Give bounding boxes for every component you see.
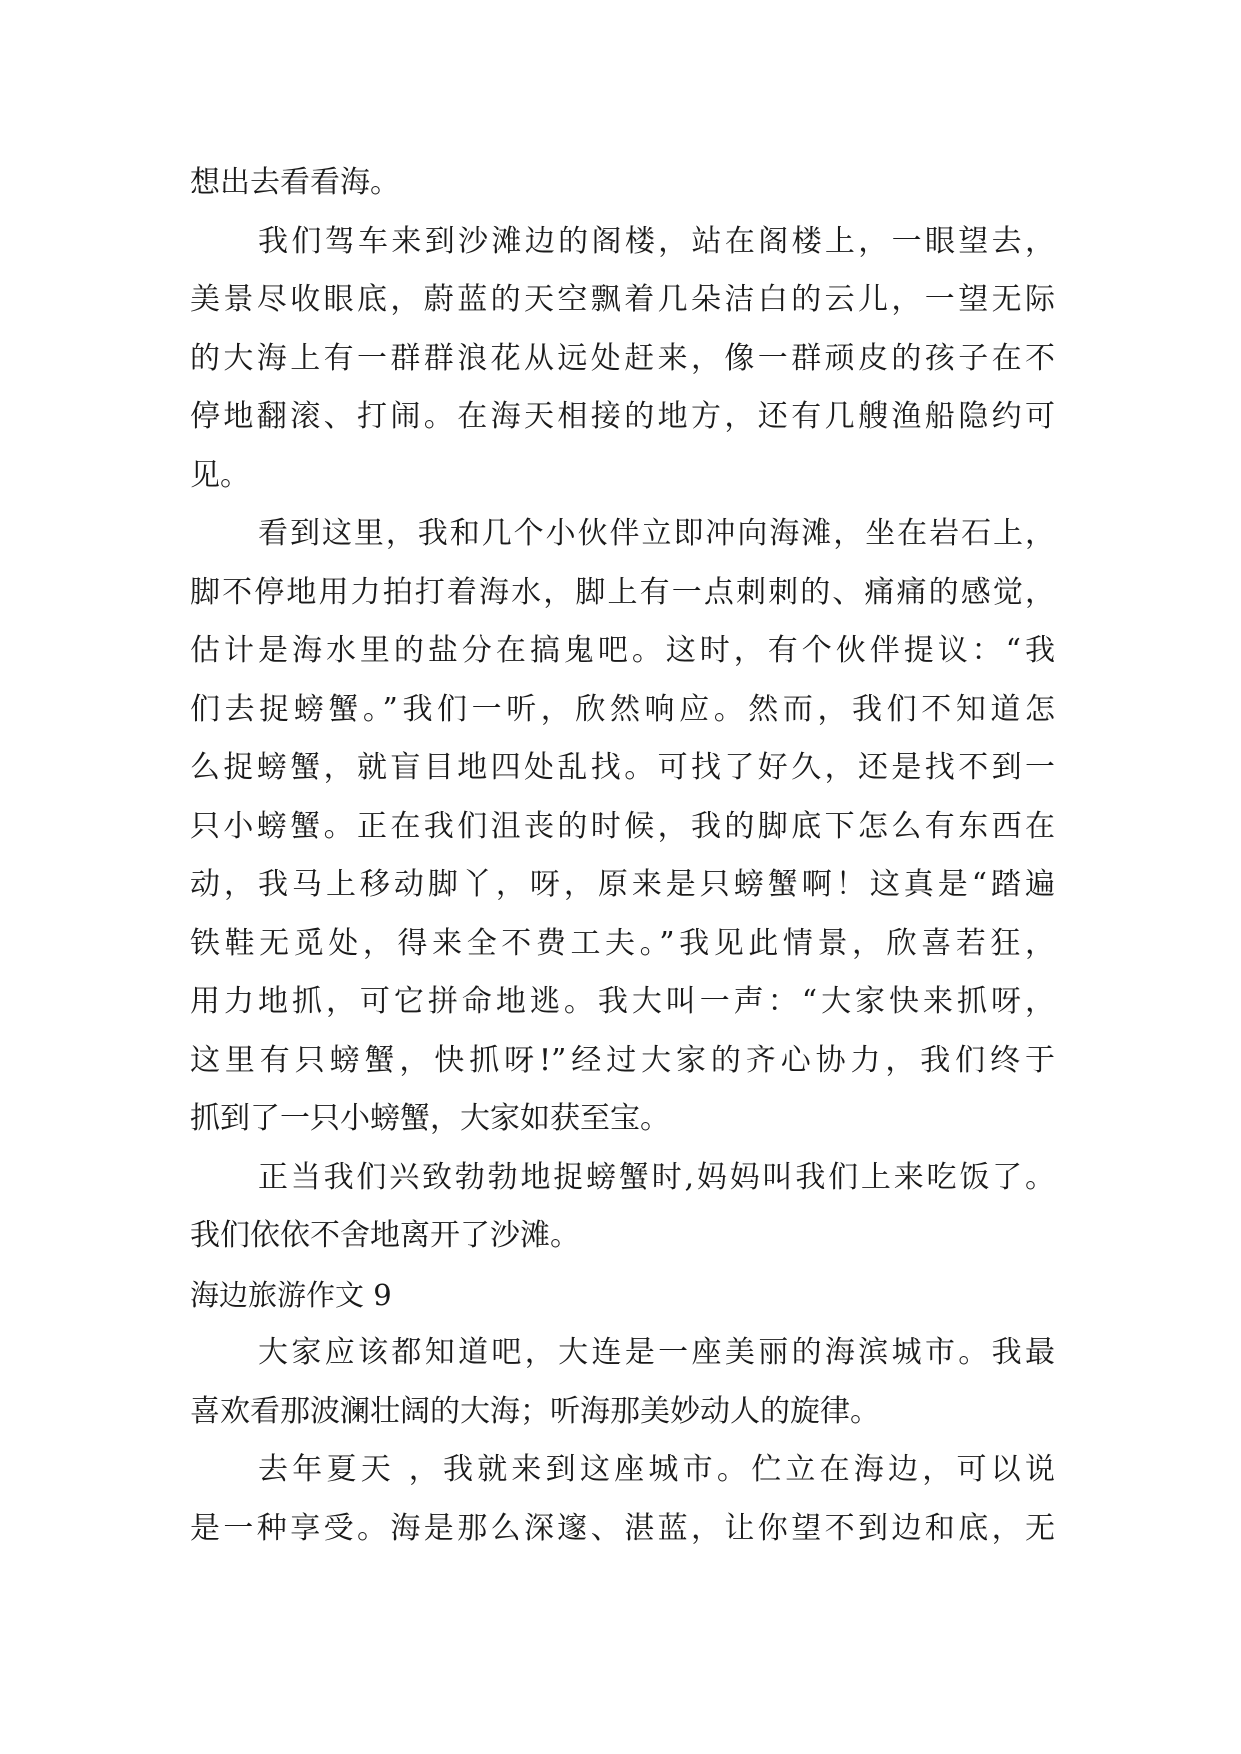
- text-line: 只小螃蟹。正在我们沮丧的时候，我的脚底下怎么有东西在: [190, 808, 1055, 844]
- text-line: 我们驾车来到沙滩边的阁楼，站在阁楼上，一眼望去，: [258, 223, 1055, 259]
- essay-heading: 海边旅游作文 9: [190, 1277, 392, 1312]
- text-line: 脚不停地用力拍打着海水，脚上有一点刺刺的、痛痛的感觉，: [190, 574, 1055, 610]
- text-line: 用力地抓，可它拼命地逃。我大叫一声：“大家快来抓呀，: [190, 984, 1055, 1019]
- text-line: 大家应该都知道吧，大连是一座美丽的海滨城市。我最: [258, 1335, 1055, 1370]
- text-line: 抓到了一只小螃蟹，大家如获至宝。: [190, 1101, 670, 1136]
- text-line: 这里有只螃蟹，快抓呀!”经过大家的齐心协力，我们终于: [190, 1042, 1055, 1078]
- text-line: 估计是海水里的盐分在搞鬼吧。这时，有个伙伴提议：“我: [190, 633, 1055, 668]
- text-line: 是一种享受。海是那么深邃、湛蓝，让你望不到边和底，无: [190, 1510, 1055, 1546]
- essay-text-after-heading: [190, 1324, 1055, 1558]
- essay-text-before-heading: [190, 154, 1055, 1266]
- text-line: 我们依依不舍地离开了沙滩。: [190, 1218, 580, 1253]
- text-line: 美景尽收眼底，蔚蓝的天空飘着几朵洁白的云儿，一望无际: [190, 282, 1055, 317]
- text-line: 正当我们兴致勃勃地捉螃蟹时,妈妈叫我们上来吃饭了。: [258, 1159, 1055, 1195]
- text-line: 么捉螃蟹，就盲目地四处乱找。可找了好久，还是找不到一: [190, 750, 1055, 785]
- text-line: 去年夏天 ，我就来到这座城市。伫立在海边，可以说: [258, 1452, 1055, 1487]
- text-line: 停地翻滚、打闹。在海天相接的地方，还有几艘渔船隐约可: [190, 399, 1055, 434]
- text-line: 喜欢看那波澜壮阔的大海；听海那美妙动人的旋律。: [190, 1393, 880, 1429]
- text-line: 见。: [190, 457, 250, 493]
- text-line: 的大海上有一群群浪花从远处赶来，像一群顽皮的孩子在不: [190, 340, 1055, 376]
- text-line: 想出去看看海。: [190, 165, 400, 200]
- text-line: 们去捉螃蟹。”我们一听，欣然响应。然而，我们不知道怎: [190, 691, 1055, 727]
- document-page: [190, 154, 1055, 1558]
- text-line: 动，我马上移动脚丫，呀，原来是只螃蟹啊！这真是“踏遍: [190, 867, 1055, 902]
- text-line: 铁鞋无觅处，得来全不费工夫。”我见此情景，欣喜若狂，: [190, 925, 1055, 961]
- text-line: 看到这里，我和几个小伙伴立即冲向海滩，坐在岩石上，: [258, 516, 1055, 551]
